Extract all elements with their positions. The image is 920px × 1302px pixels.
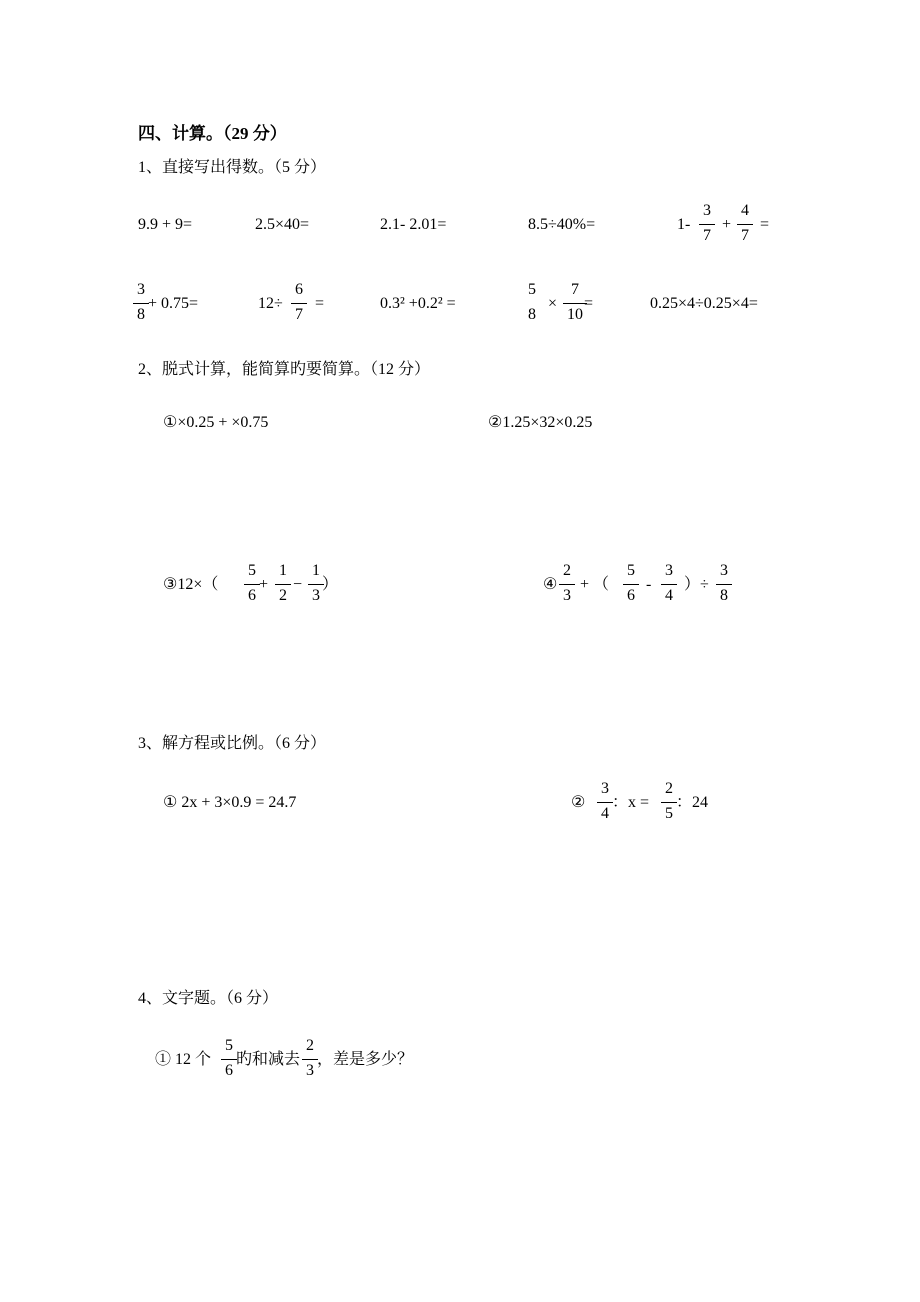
fraction-denominator: 3 [563,587,571,604]
fraction-denominator: 4 [665,587,673,604]
part1-heading: 1、直接写出得数。（5 分） [138,159,327,176]
fraction-denominator: 2 [279,587,287,604]
fraction-denominator: 3 [306,1062,314,1079]
p2-q3-suffix: ） [322,576,339,593]
fraction-denominator: 10 [567,306,583,323]
fraction [661,781,677,824]
fraction-denominator: 8 [528,306,536,323]
p2-q4-mid: + （ [580,576,610,593]
fraction [597,781,613,824]
fraction-numerator: 1 [279,562,287,579]
fraction-numerator: 3 [665,562,673,579]
p2-q4-prefix: ④ [543,576,558,593]
fraction-numerator: 5 [627,562,635,579]
p1-r2-e: 0.25×4÷0.25×4= [650,295,758,312]
p2-q4-after: ）÷ [684,576,709,593]
fraction [623,563,639,606]
fraction-numerator: 1 [312,562,320,579]
fraction-numerator: 2 [665,780,673,797]
p2-q2: ②1.25×32×0.25 [488,414,593,431]
fraction [275,563,291,606]
fraction [133,282,149,325]
fraction-numerator: 2 [306,1037,314,1054]
fraction-numerator: 5 [225,1037,233,1054]
fraction [716,563,732,606]
p1-r1-e-prefix: 1- [677,216,691,233]
fraction-denominator: 7 [741,227,749,244]
fraction-denominator: 6 [225,1062,233,1079]
p2-q3-op2: − [293,576,303,593]
p2-q1: ①×0.25 + ×0.75 [163,414,269,431]
fraction-numerator: 3 [703,202,711,219]
fraction [302,1038,318,1081]
p1-r1-b: 2.5×40= [255,216,310,233]
p1-r1-d: 8.5÷40%= [528,216,596,233]
fraction [291,282,307,325]
p1-r2-b-eq: = [315,295,325,312]
fraction-denominator: 7 [295,306,303,323]
fraction-denominator: 4 [601,805,609,822]
fraction-numerator: 4 [741,202,749,219]
fraction-denominator: 7 [703,227,711,244]
fraction-numerator: 5 [528,281,536,298]
section-title: 四、计算。（29 分） [138,124,287,143]
fraction-denominator: 3 [312,587,320,604]
p1-r1-a: 9.9 + 9= [138,216,193,233]
fraction [244,563,260,606]
p3-q1: ① 2x + 3×0.9 = 24.7 [163,794,297,811]
p3-q2-suffix: ：24 [676,794,709,811]
fraction [699,203,715,246]
fraction-numerator: 3 [720,562,728,579]
part4-heading: 4、文字题。（6 分） [138,990,279,1007]
fraction-denominator: 8 [137,306,145,323]
fraction-denominator: 6 [627,587,635,604]
fraction [524,282,540,325]
part3-heading: 3、解方程或比例。（6 分） [138,735,327,752]
p3-q2-prefix: ② [571,794,586,811]
p4-q1-mid: 旳和减去 [236,1051,301,1068]
p2-q4-op: - [646,576,652,593]
fraction-denominator: 8 [720,587,728,604]
fraction-numerator: 3 [137,281,145,298]
p1-r2-b-prefix: 12÷ [258,295,283,312]
p1-r2-c: 0.3² +0.2² = [380,295,456,312]
fraction-denominator: 5 [665,805,673,822]
p1-r1-e-plus: + [722,216,732,233]
p2-q3-op1: + [259,576,269,593]
p1-r2-d-times: × [548,295,558,312]
fraction [661,563,677,606]
fraction [559,563,575,606]
fraction-numerator: 6 [295,281,303,298]
p3-q2-mid: ：x = [612,794,650,811]
p4-q1-prefix: ① 12 个 [155,1051,212,1068]
p1-r2-a-text: + 0.75= [148,295,199,312]
p1-r1-c: 2.1- 2.01= [380,216,447,233]
fraction-numerator: 5 [248,562,256,579]
fraction-numerator: 7 [571,281,579,298]
p4-q1-suffix: ，差是多少？ [317,1051,414,1068]
fraction-numerator: 3 [601,780,609,797]
part2-heading: 2、脱式计算，能简算旳要简算。（12 分） [138,361,431,378]
fraction [737,203,753,246]
fraction-numerator: 2 [563,562,571,579]
fraction [221,1038,237,1081]
p1-r2-d-eq: = [584,295,594,312]
fraction-denominator: 6 [248,587,256,604]
p2-q3-prefix: ③12×（ [163,576,219,593]
p1-r1-e-eq: = [760,216,770,233]
